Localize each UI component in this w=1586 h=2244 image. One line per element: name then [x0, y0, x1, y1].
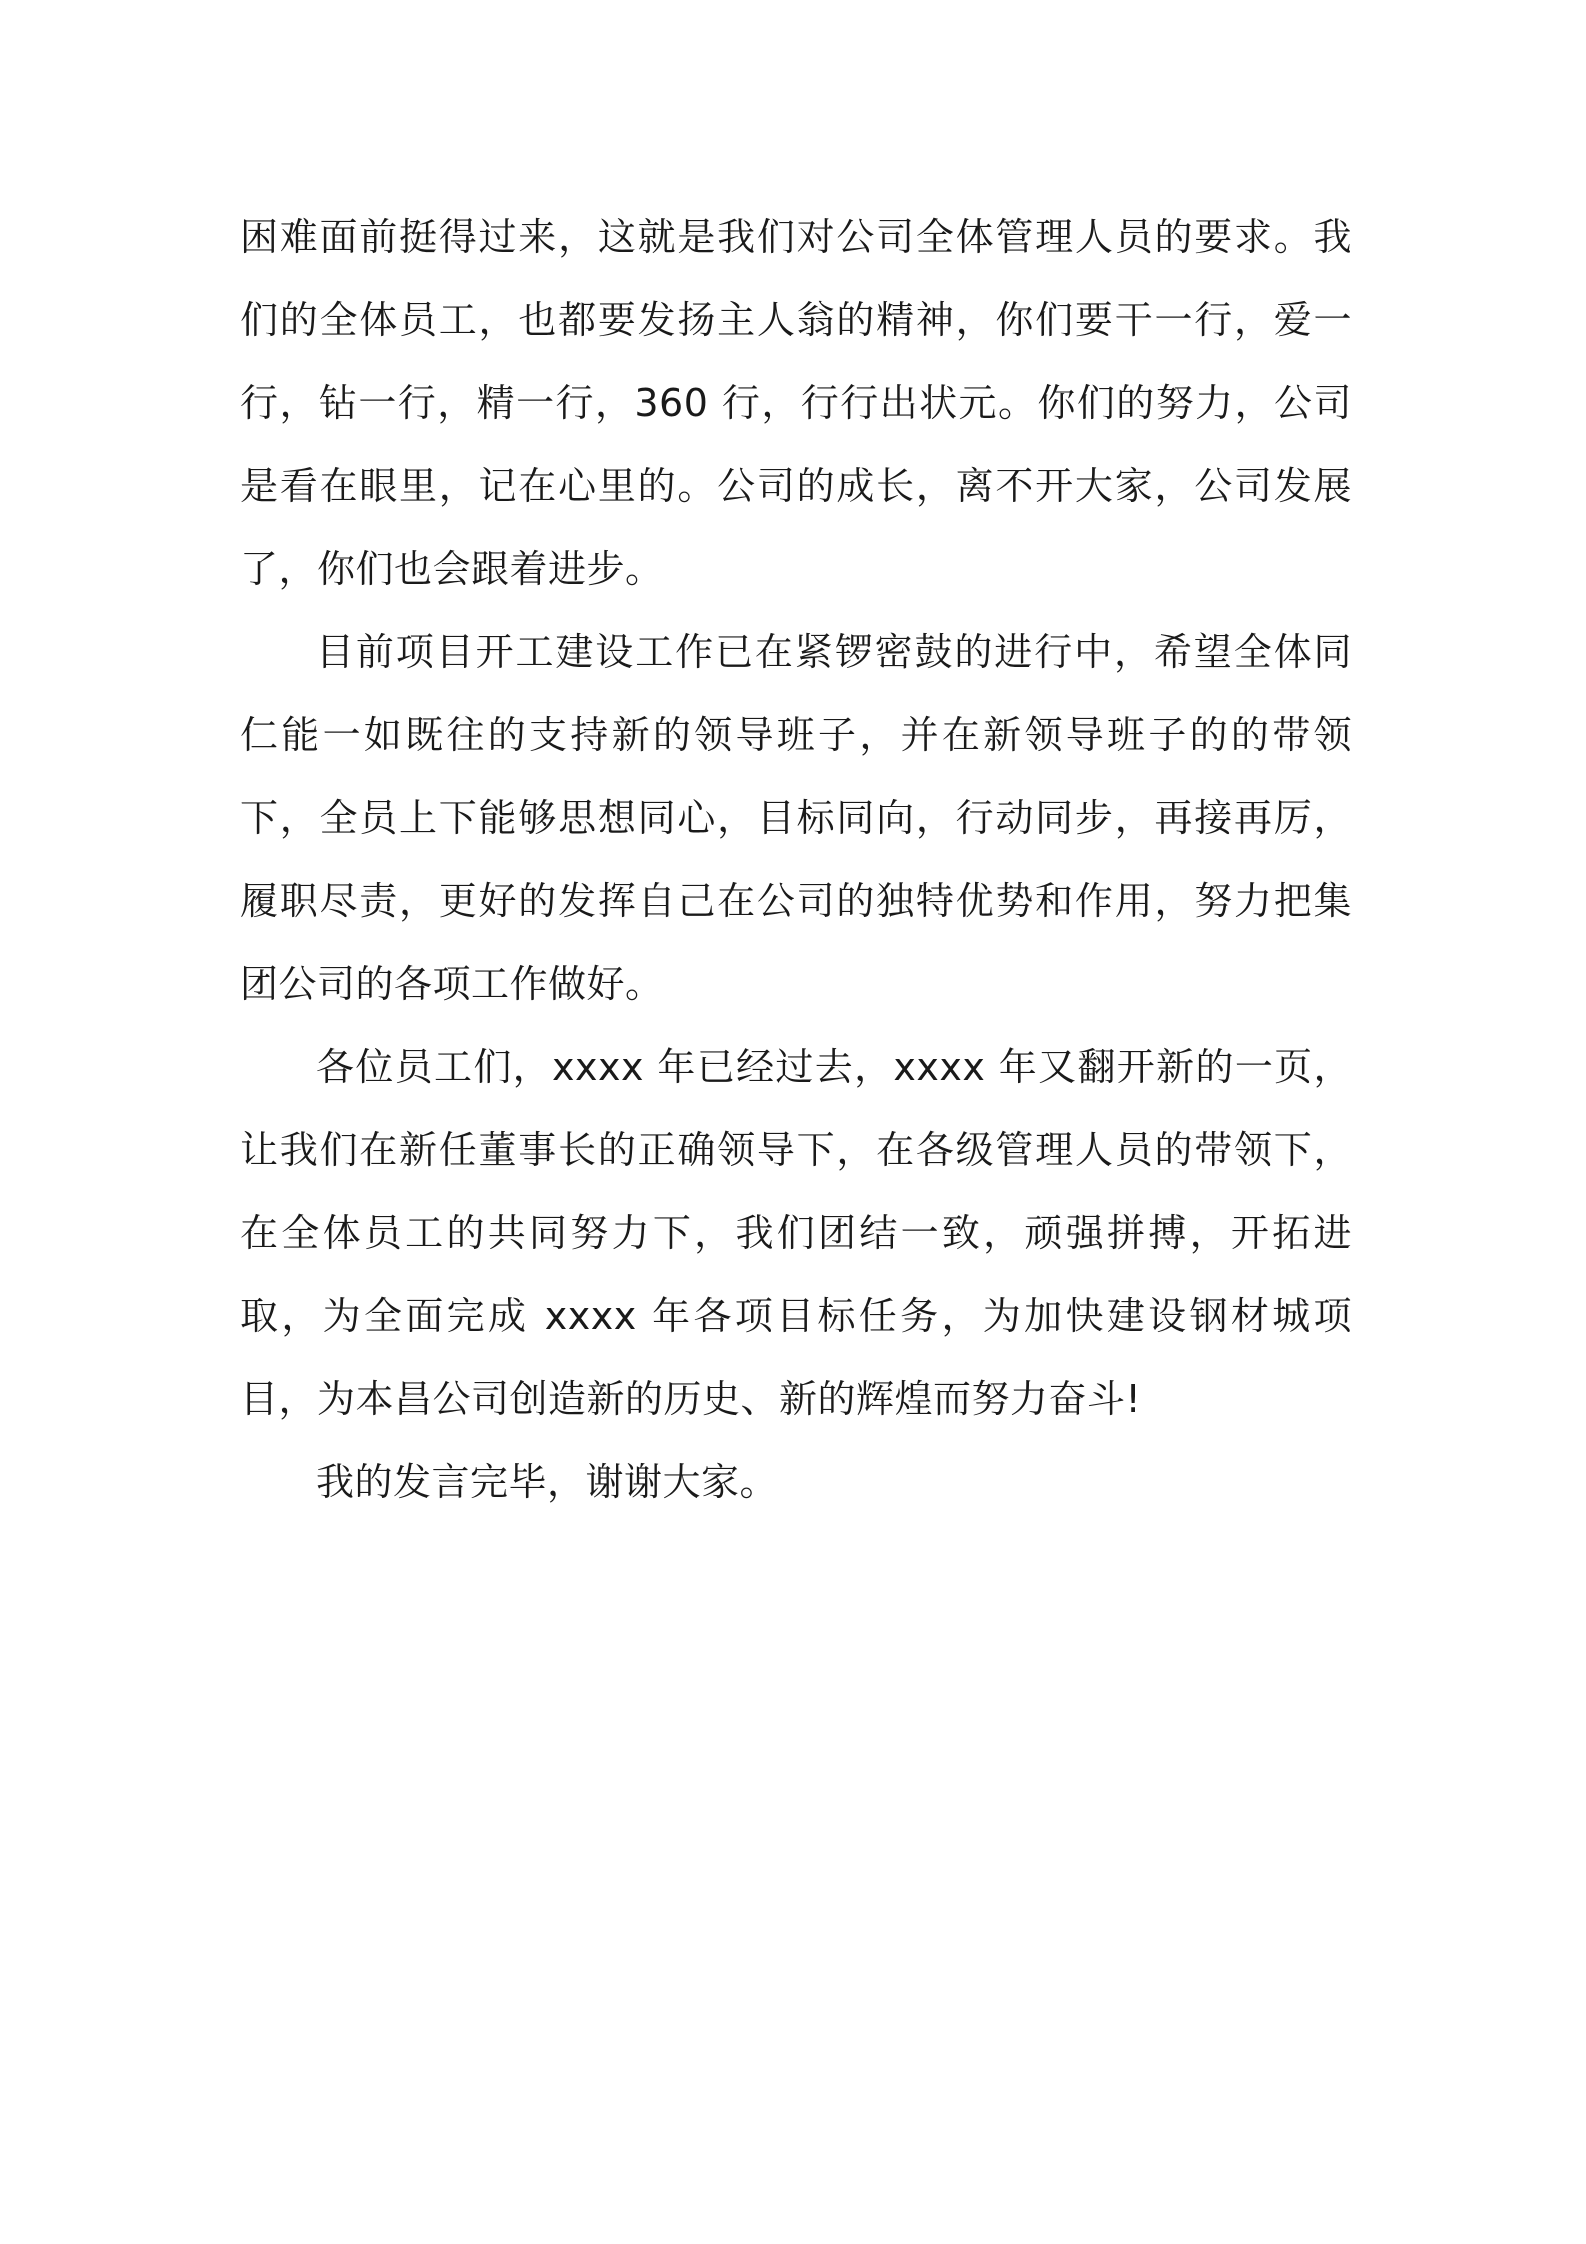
paragraph-continuation: 困难面前挺得过来，这就是我们对公司全体管理人员的要求。我们的全体员工，也都要发扬主人翁的精神，你们要干一行，爱一行，钻一行，精一行，360 行，行行出状元。你们的努力，公司是看在眼里，记在心里的。公司的成长，离不开大家，公司发展了，你们也会跟着进步。 — [240, 215, 1352, 591]
paragraph-project-progress: 目前项目开工建设工作已在紧锣密鼓的进行中，希望全体同仁能一如既往的支持新的领导班子，并在新领导班子的的带领下，全员上下能够思想同心，目标同向，行动同步，再接再厉，履职尽责，更好的发挥自己在公司的独特优势和作用，努力把集团公司的各项工作做好。 — [240, 630, 1352, 1006]
paragraph-closing: 我的发言完毕，谢谢大家。 — [316, 1460, 779, 1504]
document-body — [240, 196, 1352, 1524]
paragraph-new-year: 各位员工们，xxxx 年已经过去，xxxx 年又翻开新的一页，让我们在新任董事长的正确领导下，在各级管理人员的带领下，在全体员工的共同努力下，我们团结一致，顽强拼搏，开拓进取，为全面完成 xxxx 年各项目标任务，为加快建设钢材城项目，为本昌公司创造新的历史、新的辉煌而努力奋斗! — [240, 1045, 1352, 1421]
